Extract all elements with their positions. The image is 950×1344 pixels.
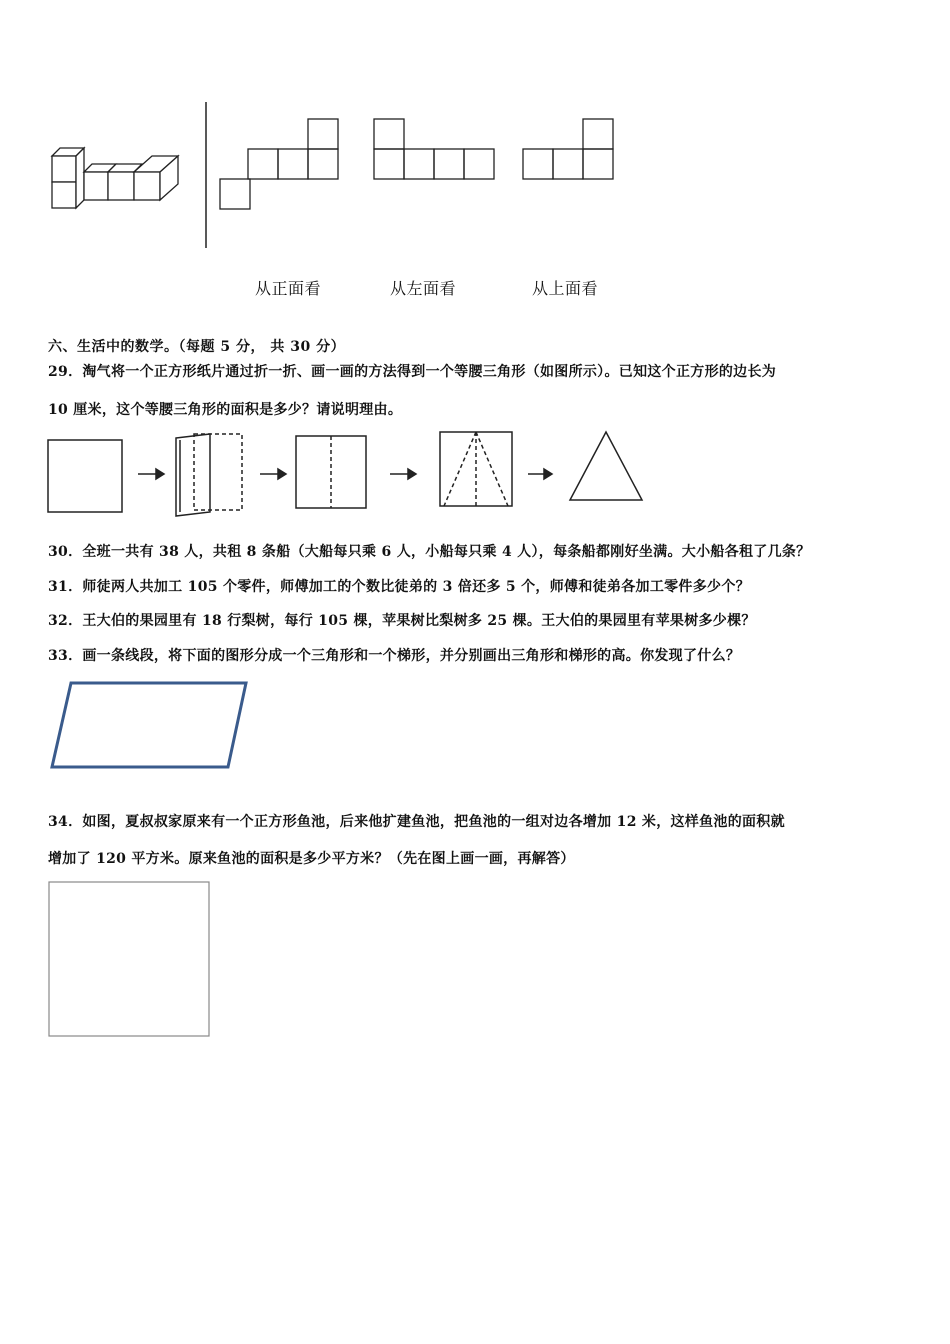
square-paper [48,440,122,512]
question-31: 31．师徒两人共加工 105 个零件，师傅加工的个数比徒弟的 3 倍还多 5 个，师傅和徒弟各加工零件多少个？ [48,579,750,595]
question-29-line-1: 29．淘气将一个正方形纸片通过折一折、画一画的方法得到一个等腰三角形（如图所示）。已知这个正方形的边长为 [48,364,777,380]
divider-line [204,102,208,248]
square-pond-figure [47,880,211,1038]
section-heading: 六、生活中的数学。（每题 5 分， 共 30 分） [48,339,346,355]
top-view-figure [521,117,615,181]
question-34-line-2: 增加了 120 平方米。原来鱼池的面积是多少平方米？（先在图上画一画，再解答） [48,851,575,867]
isosceles-triangle [570,432,642,500]
parallelogram-figure [48,679,254,771]
question-33: 33．画一条线段，将下面的图形分成一个三角形和一个梯形，并分别画出三角形和梯形的高。你发现了什么？ [48,648,741,664]
question-29-line-2: 10 厘米，这个等腰三角形的面积是多少？请说明理由。 [48,402,403,418]
question-32: 32．王大伯的果园里有 18 行梨树，每行 105 棵，苹果树比梨树多 25 棵。王大伯的果园里有苹果树多少棵？ [48,613,756,629]
folding-process-figure [44,428,644,518]
left-view-label: 从左面看 [390,279,457,298]
cube-solid-figure [48,146,188,216]
folded-paper [176,434,210,516]
question-34-line-1: 34．如图，夏叔叔家原来有一个正方形鱼池，后来他扩建鱼池，把鱼池的一组对边各增加 12 米，这样鱼池的面积就 [48,814,785,830]
front-view-label: 从正面看 [255,279,322,298]
question-30: 30．全班一共有 38 人，共租 8 条船（大船每只乘 6 人，小船每只乘 4 人），每条船都刚好坐满。大小船各租了几条？ [48,544,811,560]
top-view-label: 从上面看 [532,279,599,298]
left-view-figure [372,117,496,181]
front-view-figure [218,117,340,211]
